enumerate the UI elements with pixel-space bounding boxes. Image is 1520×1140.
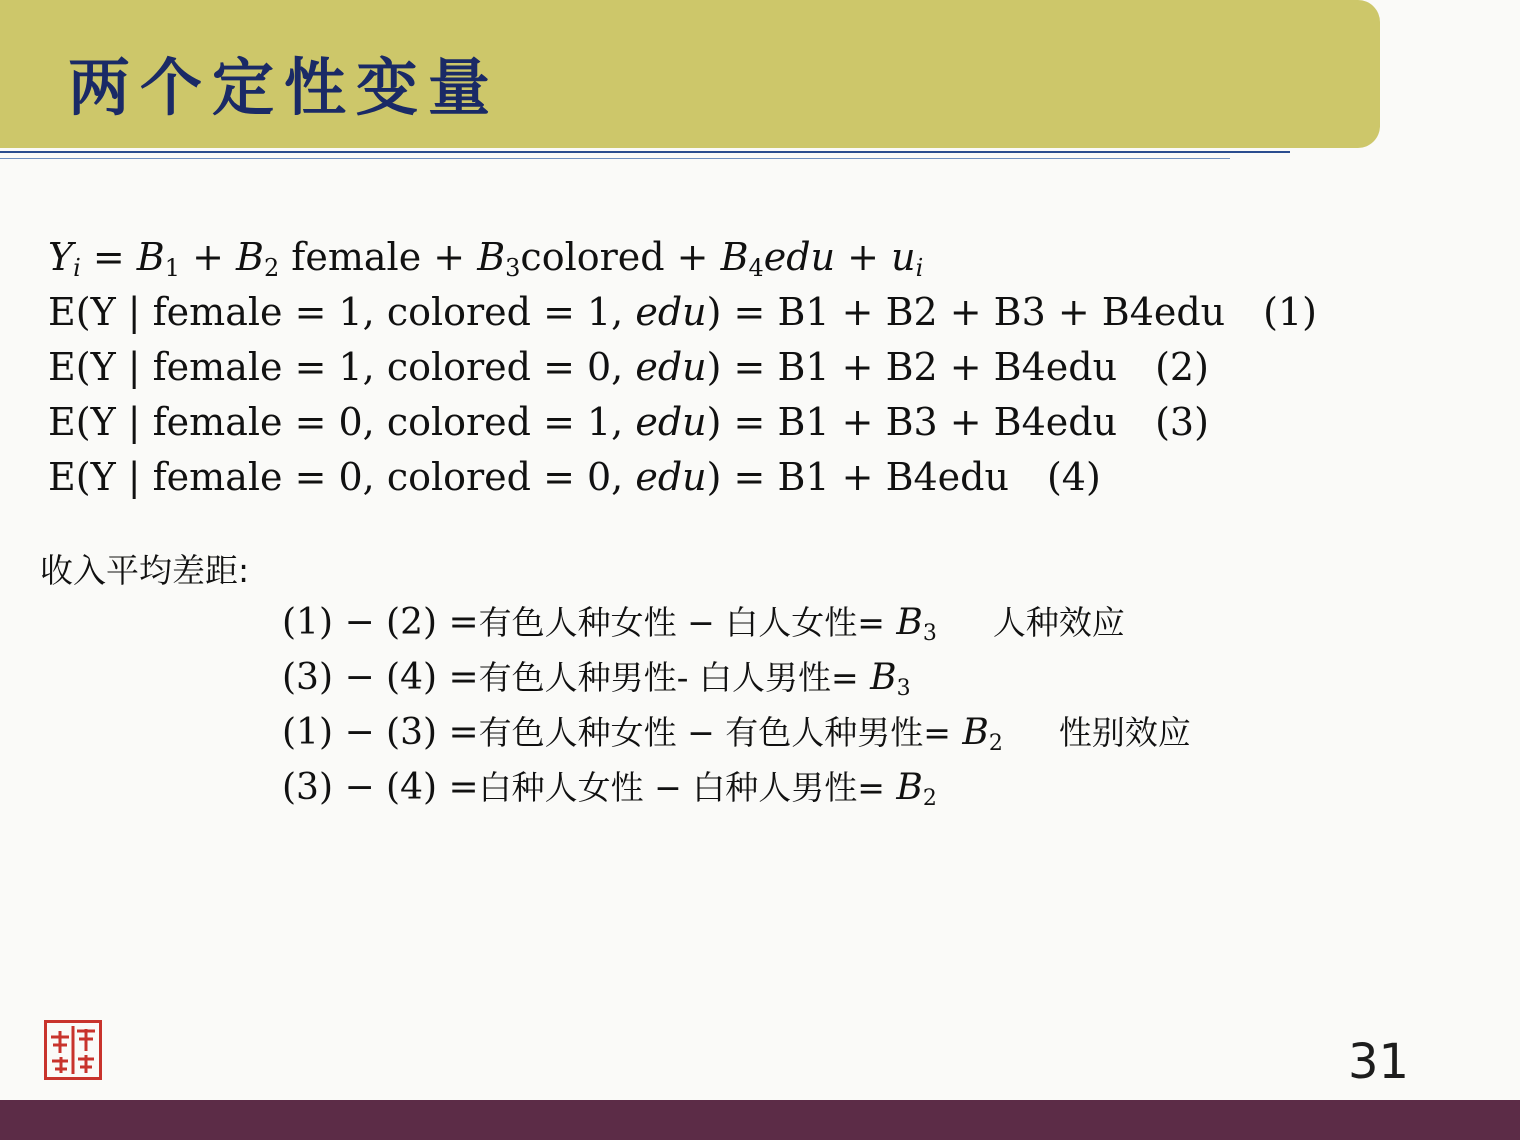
difference-line-1: (1) − (2) =有色人种女性 − 白人女性= $B_3$ 人种效应 xyxy=(282,602,1125,646)
slide-title: 两个定性变量 xyxy=(68,51,501,124)
bottom-bar xyxy=(0,1100,1520,1140)
page-number: 31 xyxy=(1348,1034,1410,1090)
difference-line-3: (1) − (3) =有色人种女性 − 有色人种男性= $B_2$ 性别效应 xyxy=(282,712,1191,756)
model-equation: $Y_i = B_1 + B_2$ female + $B_3colored + B_4edu + u_i$ xyxy=(48,235,924,282)
differences-block xyxy=(282,598,1191,818)
formula-block xyxy=(48,232,1317,507)
title-rule-thin xyxy=(0,158,1230,159)
conditional-expectation-4: E(Y | female = 0, colored = 0, edu) = B1 + B4edu (4) xyxy=(48,455,1101,499)
income-gap-label: 收入平均差距: xyxy=(40,551,250,590)
difference-line-4: (3) − (4) =白种人女性 − 白种人男性= $B_2$ xyxy=(282,767,937,811)
seal-logo-icon xyxy=(44,1020,102,1080)
conditional-expectation-1: E(Y | female = 1, colored = 1, edu) = B1 + B2 + B3 + B4edu (1) xyxy=(48,290,1317,334)
difference-line-2: (3) − (4) =有色人种男性- 白人男性= $B_3$ xyxy=(282,657,911,701)
conditional-expectation-2: E(Y | female = 1, colored = 0, edu) = B1 + B2 + B4edu (2) xyxy=(48,345,1209,389)
effect-label: 性别效应 xyxy=(1058,713,1191,752)
conditional-expectation-3: E(Y | female = 0, colored = 1, edu) = B1 + B3 + B4edu (3) xyxy=(48,400,1209,444)
effect-label: 人种效应 xyxy=(992,603,1125,642)
title-rule-thick xyxy=(0,151,1290,153)
